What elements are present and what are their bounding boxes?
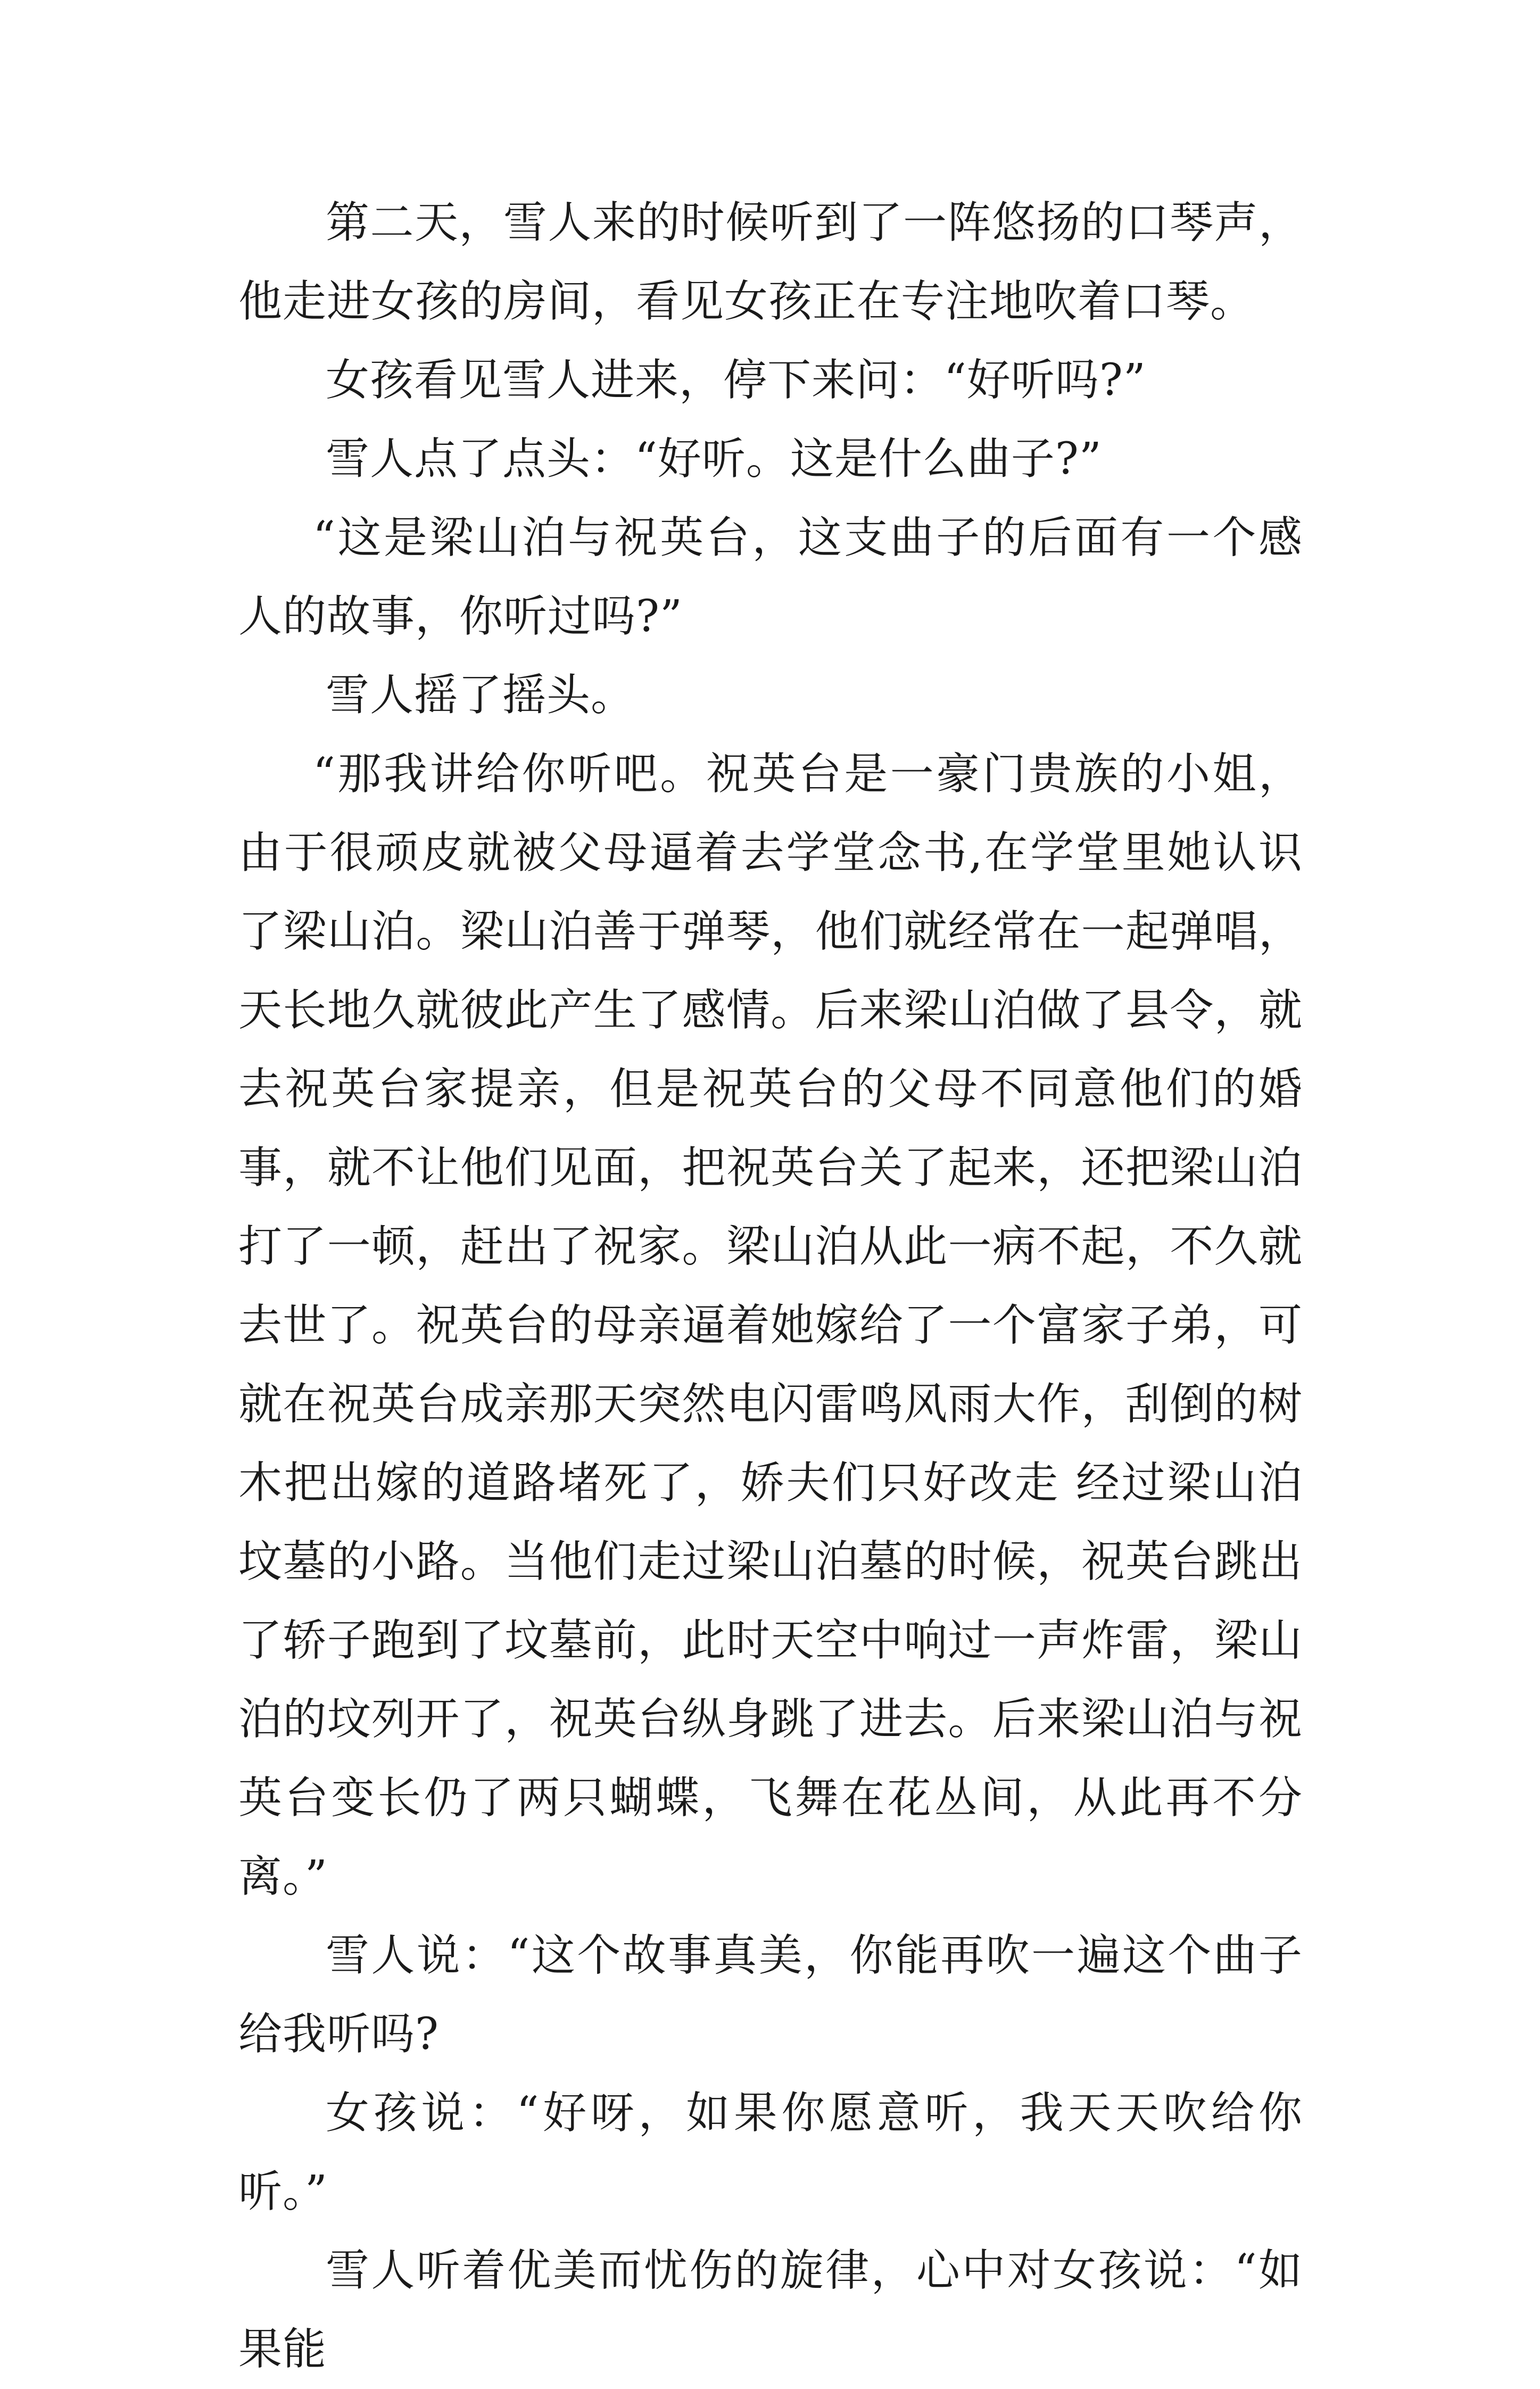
paragraph-3: 雪人点了点头：“好听。这是什么曲子?” [326, 434, 1102, 484]
paragraph-5: 雪人摇了摇头。 [326, 670, 635, 721]
paragraph-1: 第二天，雪人来的时候听到了一阵悠扬的口琴声，他走进女孩的房间，看见女孩正在专注地吹着口琴。 [238, 197, 1303, 327]
paragraph-4: “这是梁山泊与祝英台，这支曲子的后面有一个感人的故事，你听过吗?” [238, 512, 1303, 642]
paragraph-9: 雪人听着优美而忧伤的旋律，心中对女孩说：“如果能 [238, 2245, 1303, 2375]
paragraph-2: 女孩看见雪人进来，停下来问：“好听吗?” [326, 355, 1146, 406]
story-text [238, 184, 1303, 2389]
paragraph-6: “那我讲给你听吧。祝英台是一豪门贵族的小姐，由于很顽皮就被父母逼着去学堂念书,在学堂里她认识了梁山泊。梁山泊善于弹琴，他们就经常在一起弹唱，天长地久就彼此产生了感情。后来梁山泊做了县令，就去祝英台家提亲，但是祝英台的父母不同意他们的婚事，就不让他们见面，把祝英台关了起来，还把梁山泊打了一顿，赶出了祝家。梁山泊从此一病不起，不久就去世了。祝英台的母亲逼着她嫁给了一个富家子弟，可就在祝英台成亲那天突然电闪雷鸣风雨大作，刮倒的树木把出嫁的道路堵死了，娇夫们只好改走 经过梁山泊坟墓的小路。当他们走过梁山泊墓的时候，祝英台跳出了轿子跑到了坟墓前，此时天空中响过一声炸雷，梁山泊的坟列开了，祝英台纵身跳了进去。后来梁山泊与祝英台变长仍了两只蝴蝶，飞舞在花丛间，从此再不分离。” [238, 749, 1303, 1902]
paragraph-7: 雪人说：“这个故事真美，你能再吹一遍这个曲子给我听吗? [238, 1930, 1303, 2060]
paragraph-8: 女孩说：“好呀，如果你愿意听，我天天吹给你听。” [238, 2088, 1303, 2217]
